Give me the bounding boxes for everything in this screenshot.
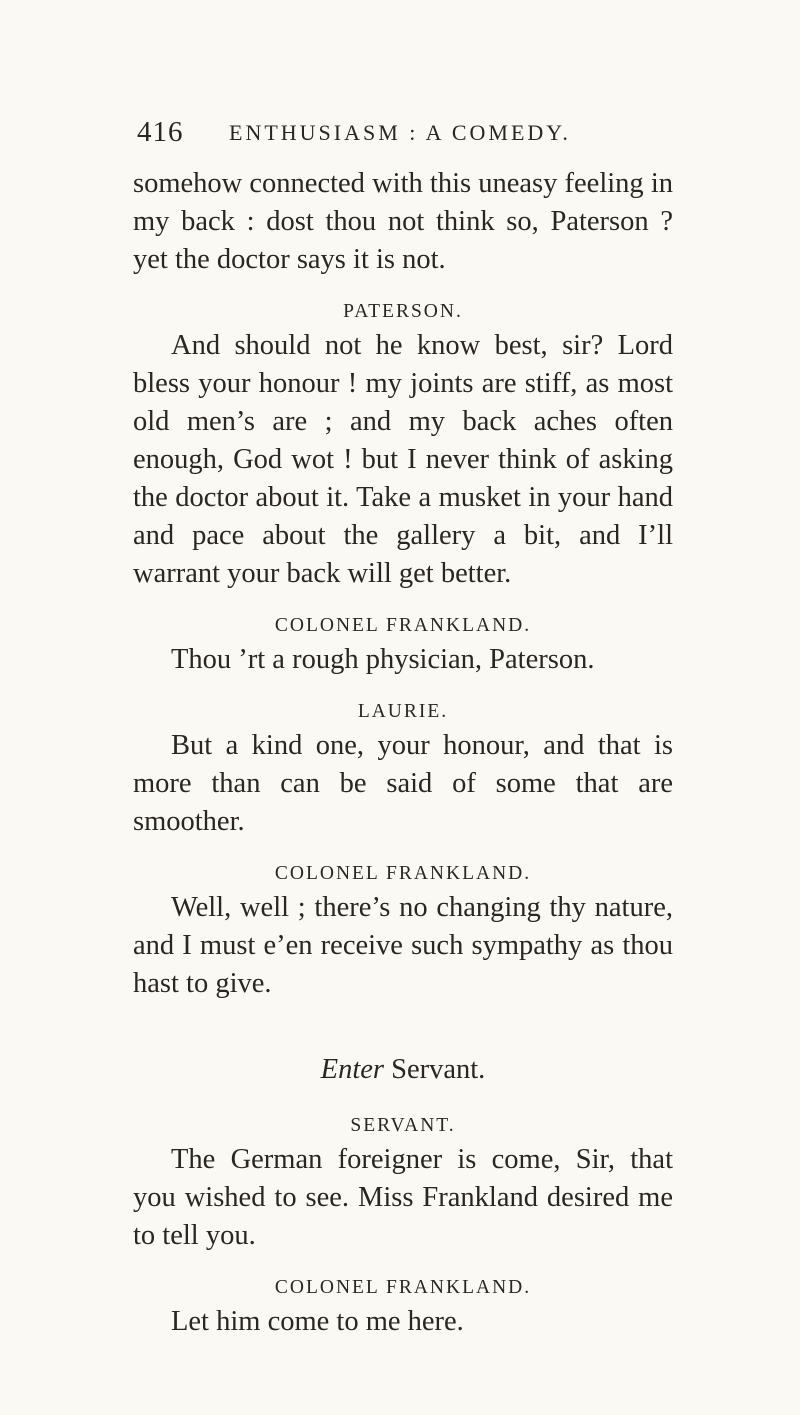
paragraph-colonel-speech-2: Well, well ; there’s no changing thy nature, and I must e’en receive such sympathy as thou hast to give. bbox=[133, 892, 673, 999]
paragraph-colonel-speech-1: Thou ’rt a rough physician, Paterson. bbox=[171, 644, 595, 675]
stage-direction-verb: Enter bbox=[320, 1054, 384, 1085]
page-body bbox=[133, 165, 673, 1341]
paragraph-laurie-speech: But a kind one, your honour, and that is more than can be said of some that are smoother. bbox=[133, 730, 673, 837]
stage-direction-rest: Servant. bbox=[384, 1054, 486, 1085]
speaker-laurie: LAURIE. bbox=[357, 701, 449, 722]
running-title: ENTHUSIASM : A COMEDY. bbox=[229, 120, 571, 145]
paragraph-continuation: somehow connected with this uneasy feeling in my back : dost thou not think so, Paterson ? yet the doctor says it is not. bbox=[133, 168, 673, 275]
paragraph-paterson-speech: And should not he know best, sir? Lord bless your honour ! my joints are stiff, as most old men’s are ; and my back aches often enough, God wot ! but I never think of asking the doctor about it. Take a musket in your hand and pace about the gallery a bit, and I’ll warrant your back will get better. bbox=[133, 330, 673, 589]
speaker-servant: SERVANT. bbox=[350, 1115, 456, 1136]
stage-direction bbox=[133, 1003, 673, 1093]
speaker-colonel-frankland-3: COLONEL FRANKLAND. bbox=[274, 1277, 532, 1298]
speaker-paterson: PATERSON. bbox=[343, 301, 463, 322]
page-header bbox=[137, 116, 677, 156]
page-number: 416 bbox=[137, 116, 184, 148]
speaker-colonel-frankland-2: COLONEL FRANKLAND. bbox=[274, 863, 532, 884]
speaker-colonel-frankland: COLONEL FRANKLAND. bbox=[274, 615, 532, 636]
paragraph-servant-speech: The German foreigner is come, Sir, that you wished to see. Miss Frankland desired me to tell you. bbox=[133, 1144, 673, 1251]
paragraph-colonel-speech-3: Let him come to me here. bbox=[171, 1306, 464, 1337]
